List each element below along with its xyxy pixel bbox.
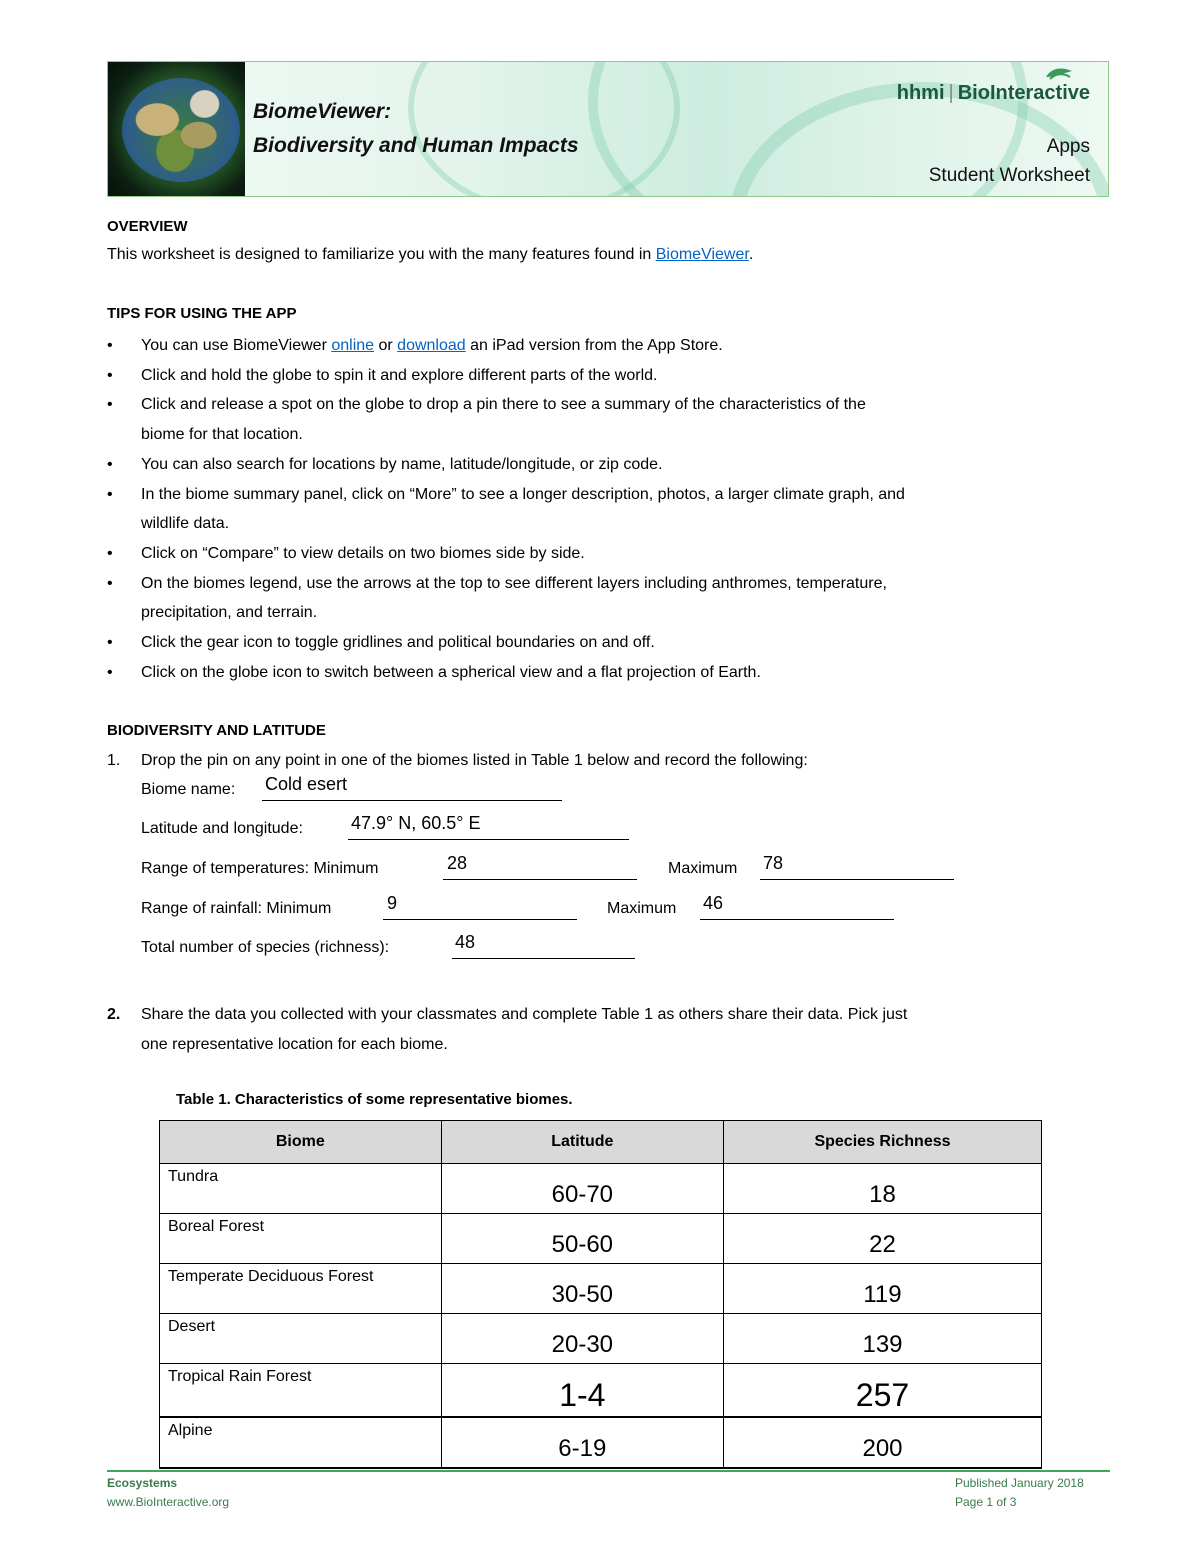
latitude-cell[interactable]: 50-60 (441, 1214, 723, 1264)
biome-cell: Alpine (160, 1417, 442, 1468)
question-1-number: 1. (107, 752, 121, 769)
footer-website: www.BioInteractive.org (107, 1495, 230, 1509)
temp-max-field[interactable] (760, 857, 954, 880)
hhmi-biointeractive-logo: hhmi | BioInteractive (896, 82, 1090, 104)
biome-name-value: Cold esert (265, 774, 348, 794)
rain-max-label: Maximum (607, 900, 677, 917)
temp-min-field[interactable] (443, 857, 637, 880)
overview-text: This worksheet is designed to familiarize you with the many features found in BiomeViewer. (107, 246, 754, 263)
doc-title-line2: Biodiversity and Human Impacts (253, 134, 579, 157)
temp-min-label: Range of temperatures: Minimum (141, 860, 379, 877)
online-link[interactable]: online (331, 337, 375, 354)
rain-min-field[interactable] (383, 897, 577, 920)
species-field[interactable] (452, 936, 635, 959)
temp-max-label: Maximum (668, 860, 738, 877)
table-header-row (160, 1121, 1042, 1164)
species-label: Total number of species (richness): (141, 939, 390, 956)
header-biome: Biome (160, 1121, 442, 1164)
latitude-cell[interactable]: 30-50 (441, 1264, 723, 1314)
question-2-text-line1: Share the data you collected with your classmates and complete Table 1 as others share their data. Pick just (141, 1006, 908, 1023)
biodiversity-heading: BIODIVERSITY AND LATITUDE (107, 722, 326, 739)
latlon-value: 47.9° N, 60.5° E (351, 813, 481, 833)
rain-max-field[interactable] (700, 897, 894, 920)
table-caption: Table 1. Characteristics of some representative biomes. (176, 1091, 573, 1108)
biome-cell: Boreal Forest (160, 1214, 442, 1264)
leaf-logo-icon (1044, 65, 1074, 81)
table-row (160, 1164, 1042, 1214)
header-banner (107, 61, 1109, 197)
temp-max-value: 78 (763, 853, 784, 873)
doc-title-line1: BiomeViewer: (253, 100, 392, 123)
richness-cell[interactable]: 22 (723, 1214, 1041, 1264)
header-latitude: Latitude (441, 1121, 723, 1164)
richness-cell[interactable]: 257 (723, 1364, 1041, 1418)
rain-min-value: 9 (387, 893, 398, 913)
richness-cell[interactable]: 119 (723, 1264, 1041, 1314)
header-species-richness: Species Richness (723, 1121, 1041, 1164)
download-link[interactable]: download (397, 337, 466, 354)
richness-cell[interactable]: 139 (723, 1314, 1041, 1364)
globe-image (108, 62, 245, 197)
richness-cell[interactable]: 200 (723, 1417, 1041, 1468)
table-row (160, 1417, 1042, 1468)
footer-published: Published January 2018 (955, 1476, 1084, 1490)
species-value: 48 (455, 932, 476, 952)
question-2-text-line2: one representative location for each biome. (141, 1036, 448, 1053)
latitude-cell[interactable]: 60-70 (441, 1164, 723, 1214)
footer-page-number: Page 1 of 3 (955, 1495, 1017, 1509)
category-label: Apps (1046, 136, 1090, 157)
latlon-label: Latitude and longitude: (141, 820, 303, 837)
biome-name-label: Biome name: (141, 781, 236, 798)
overview-heading: OVERVIEW (107, 218, 188, 235)
footer-divider (107, 1470, 1110, 1472)
latitude-cell[interactable]: 1-4 (441, 1364, 723, 1418)
biome-cell: Tundra (160, 1164, 442, 1214)
rain-max-value: 46 (703, 893, 724, 913)
biomes-table (159, 1120, 1042, 1469)
question-1-text: Drop the pin on any point in one of the biomes listed in Table 1 below and record the following: (141, 752, 808, 769)
footer-unit: Ecosystems (107, 1476, 178, 1490)
table-row (160, 1364, 1042, 1418)
temp-min-value: 28 (447, 853, 468, 873)
tips-heading: TIPS FOR USING THE APP (107, 305, 297, 322)
latitude-cell[interactable]: 20-30 (441, 1314, 723, 1364)
rain-min-label: Range of rainfall: Minimum (141, 900, 332, 917)
biome-cell: Temperate Deciduous Forest (160, 1264, 442, 1314)
biome-cell: Tropical Rain Forest (160, 1364, 442, 1418)
table-row (160, 1214, 1042, 1264)
biomeviewer-link[interactable]: BiomeViewer (655, 246, 749, 263)
biome-cell: Desert (160, 1314, 442, 1364)
doc-type-label: Student Worksheet (928, 165, 1090, 186)
table-row (160, 1264, 1042, 1314)
richness-cell[interactable]: 18 (723, 1164, 1041, 1214)
latitude-cell[interactable]: 6-19 (441, 1417, 723, 1468)
question-2-number: 2. (107, 1006, 121, 1023)
table-row (160, 1314, 1042, 1364)
